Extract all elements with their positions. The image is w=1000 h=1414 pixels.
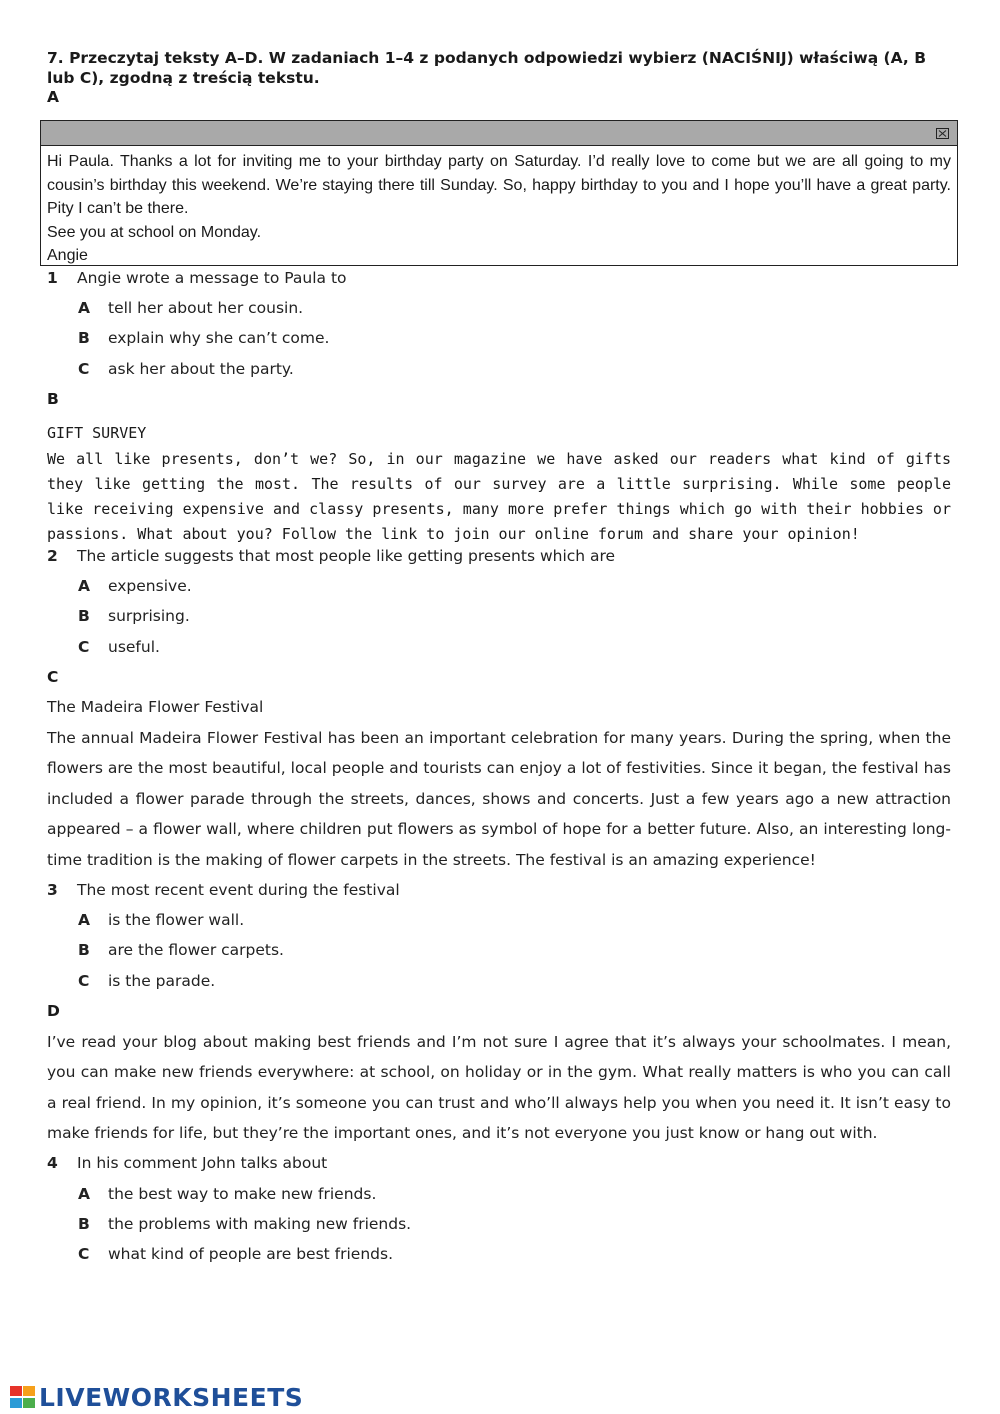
gift-survey-title: GIFT SURVEY bbox=[47, 424, 147, 442]
question-3-option-a[interactable]: A is the flower wall. bbox=[78, 911, 245, 929]
message-window bbox=[40, 120, 958, 266]
instruction-heading: 7. Przeczytaj teksty A–D. W zadaniach 1–4 z podanych odpowiedzi wybierz (NACIŚNIJ) właściwą (A, B lub C), zgodną z treścią tekstu. bbox=[47, 49, 927, 87]
message-signoff: See you at school on Monday. bbox=[47, 223, 262, 241]
message-title-bar bbox=[41, 121, 957, 146]
logo-text: LIVEWORKSHEETS bbox=[39, 1382, 304, 1412]
close-icon[interactable] bbox=[936, 128, 949, 139]
question-4-option-b[interactable]: B the problems with making new friends. bbox=[78, 1215, 412, 1233]
gift-survey-body: We all like presents, don’t we? So, in our magazine we have asked our readers what kind of gifts they like getting the most. The results of our survey are a little surprising. While some people like receiving expensive and classy presents, many more prefer things which go with their hobbies or passions. What about you? Follow the link to join our online forum and share your opinion! bbox=[47, 450, 951, 543]
question-4-option-c[interactable]: C what kind of people are best friends. bbox=[78, 1245, 393, 1263]
question-3-option-b[interactable]: B are the flower carpets. bbox=[78, 941, 284, 959]
section-a-letter: A bbox=[47, 88, 59, 106]
message-body bbox=[41, 146, 957, 268]
message-signature: Angie bbox=[47, 247, 88, 264]
section-d-letter: D bbox=[47, 1002, 60, 1020]
question-2-option-a[interactable]: A expensive. bbox=[78, 577, 192, 595]
question-1-option-c[interactable]: C ask her about the party. bbox=[78, 360, 294, 378]
question-3: 3 The most recent event during the festival bbox=[47, 881, 400, 899]
question-2: 2 The article suggests that most people like getting presents which are bbox=[47, 547, 616, 565]
question-1-option-b[interactable]: B explain why she can’t come. bbox=[78, 329, 330, 347]
message-paragraph: Hi Paula. Thanks a lot for inviting me to your birthday party on Saturday. I’d really love to come but we are all going to my cousin’s birthday this weekend. We’re staying there till Sunday. So, happy birthday to you and I hope you’ll have a great party. Pity I can’t be there. bbox=[47, 153, 951, 217]
liveworksheets-logo bbox=[10, 1380, 303, 1414]
question-1: 1 Angie wrote a message to Paula to bbox=[47, 269, 347, 287]
logo-badge-icon bbox=[10, 1384, 36, 1410]
blog-comment-body: I’ve read your blog about making best friends and I’m not sure I agree that it’s always your schoolmates. I mean, you can make new friends everywhere: at school, on holiday or in the gym. What really matters is who you can call a real friend. In my opinion, it’s someone you can trust and who’ll always help you when you need it. It isn’t easy to make friends for life, but they’re the important ones, and it’s not everyone you just know or hang out with. bbox=[47, 1033, 951, 1143]
question-4-option-a[interactable]: A the best way to make new friends. bbox=[78, 1185, 377, 1203]
question-3-option-c[interactable]: C is the parade. bbox=[78, 972, 216, 990]
section-b-letter: B bbox=[47, 390, 59, 408]
question-2-option-b[interactable]: B surprising. bbox=[78, 607, 190, 625]
festival-body: The annual Madeira Flower Festival has been an important celebration for many years. During the spring, when the flowers are the most beautiful, local people and tourists can enjoy a lot of festivities. Since it began, the festival has included a flower parade through the streets, dances, shows and concerts. Just a few years ago a new attraction appeared – a flower wall, where children put flowers as symbol of hope for a better future. Also, an interesting long-time tradition is the making of flower carpets in the streets. The festival is an amazing experience! bbox=[47, 729, 951, 869]
question-2-option-c[interactable]: C useful. bbox=[78, 638, 160, 656]
question-4: 4 In his comment John talks about bbox=[47, 1154, 328, 1172]
section-c-letter: C bbox=[47, 668, 59, 686]
question-1-option-a[interactable]: A tell her about her cousin. bbox=[78, 299, 304, 317]
festival-title: The Madeira Flower Festival bbox=[47, 698, 264, 716]
